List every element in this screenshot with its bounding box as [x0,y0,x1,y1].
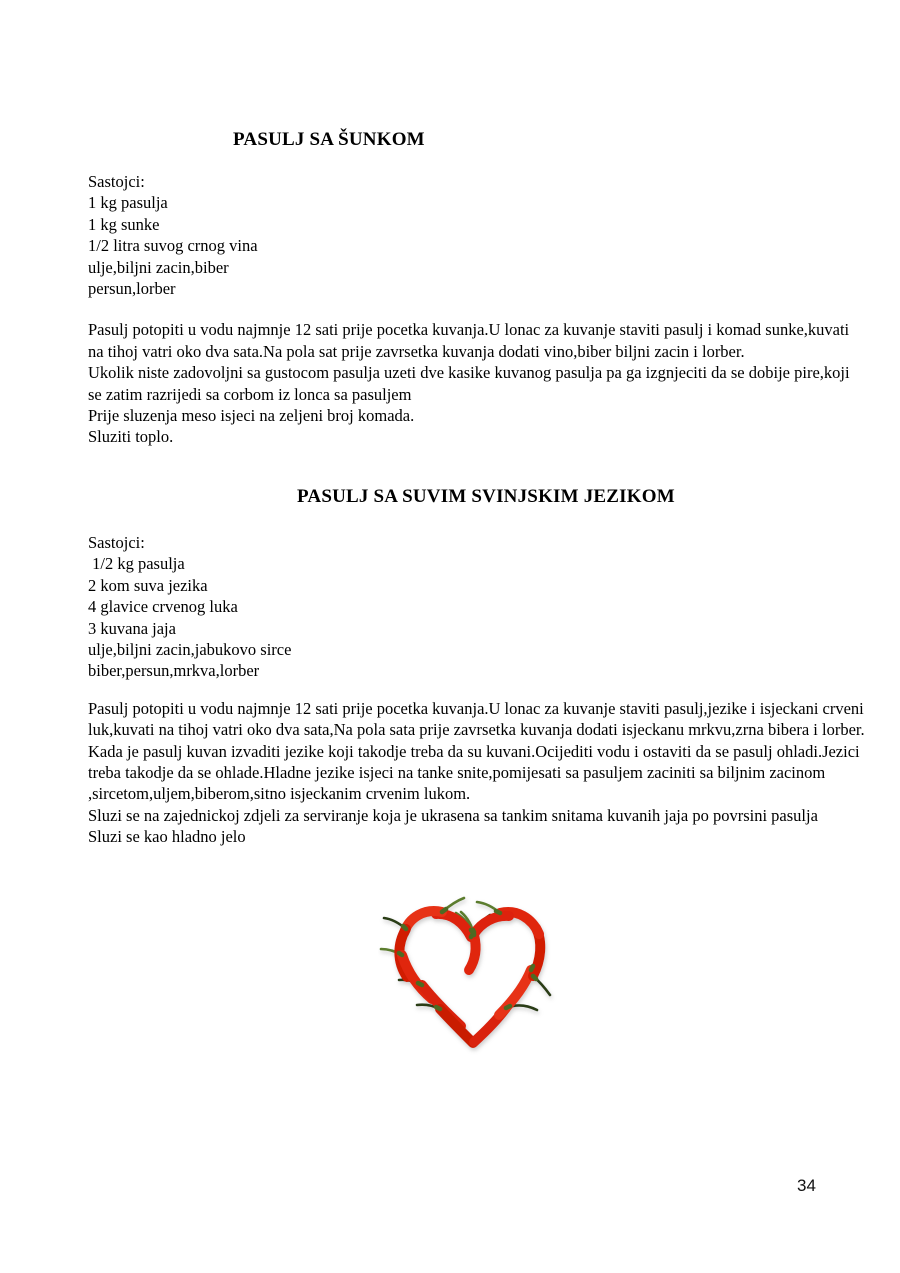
instruction-paragraph: Sluzi se na zajednickoj zdjeli za serviranje koja je ukrasena sa tankim snitama kuvanih jaja po povrsini pasulja [88,805,818,825]
page-number: 34 [797,1176,816,1195]
ingredient-line: ulje,biljni zacin,jabukovo sirce [88,639,292,659]
ingredient-line: 1/2 kg pasulja [88,554,185,574]
recipe-title-pasulj-sa-sunkom: PASULJ SA ŠUNKOM [233,129,425,150]
instruction-paragraph: Prije sluzenja meso isjeci na zeljeni broj komada. [88,406,415,426]
chili-pepper-heart-svg [378,885,563,1055]
ingredient-line: 3 kuvana jaja [88,618,176,638]
ingredient-line: 1/2 litra suvog crnog vina [88,236,258,256]
recipe-2-instructions [88,698,866,848]
ingredient-line: biber,persun,mrkva,lorber [88,661,260,681]
ingredient-line: persun,lorber [88,279,176,299]
instruction-paragraph: Sluziti toplo. [88,427,174,447]
recipe-2-ingredients [88,532,863,682]
ingredient-line: 4 glavice crvenog luka [88,597,238,617]
ingredients-heading: Sastojci: [88,172,145,191]
ingredients-heading: Sastojci: [88,532,145,552]
recipe-title-pasulj-sa-suvim-svinjskim-jezikom: PASULJ SA SUVIM SVINJSKIM JEZIKOM [297,485,675,507]
instruction-paragraph: Sluzi se kao hladno jelo [88,827,246,847]
chili-pepper-heart-image [378,885,563,1055]
ingredient-line: ulje,biljni zacin,biber [88,257,229,277]
recipe-1-ingredients [88,171,863,299]
recipe-1-instructions [88,319,866,447]
instruction-paragraph: Pasulj potopiti u vodu najmnje 12 sati prije pocetka kuvanja.U lonac za kuvanje staviti pasulj,jezike i isjeckani crveni luk,kuvati na tihoj vatri oko dva sata,Na pola sata prije zavrsetka kuvanja dodati isjeckanu mrkvu,zrna bibera i lorber. [88,698,868,740]
instruction-paragraph: Kada je pasulj kuvan izvaditi jezike koji takodje treba da su kuvani.Ocijediti vodu i ostaviti da se pasulj ohladi.Jezici treba takodje da se ohlade.Hladne jezike isjeci na tanke snite,pomijesati sa pasuljem zaciniti sa biljnim zacinom ,sircetom,uljem,biberom,sitno isjeckanim crvenim lukom. [88,741,864,804]
ingredient-line: 1 kg sunke [88,214,160,234]
ingredient-line: 2 kom suva jezika [88,575,208,595]
instruction-paragraph: Pasulj potopiti u vodu najmnje 12 sati prije pocetka kuvanja.U lonac za kuvanje staviti pasulj i komad sunke,kuvati na tihoj vatri oko dva sata.Na pola sat prije zavrsetka kuvanja dodati vino,biber biljni zacin i lorber. [88,320,854,361]
instruction-paragraph: Ukolik niste zadovoljni sa gustocom pasulja uzeti dve kasike kuvanog pasulja pa ga izgnjeciti da se dobije pire,koji se zatim razrijedi sa corbom iz lonca sa pasuljem [88,363,854,404]
ingredient-line: 1 kg pasulja [88,193,168,213]
